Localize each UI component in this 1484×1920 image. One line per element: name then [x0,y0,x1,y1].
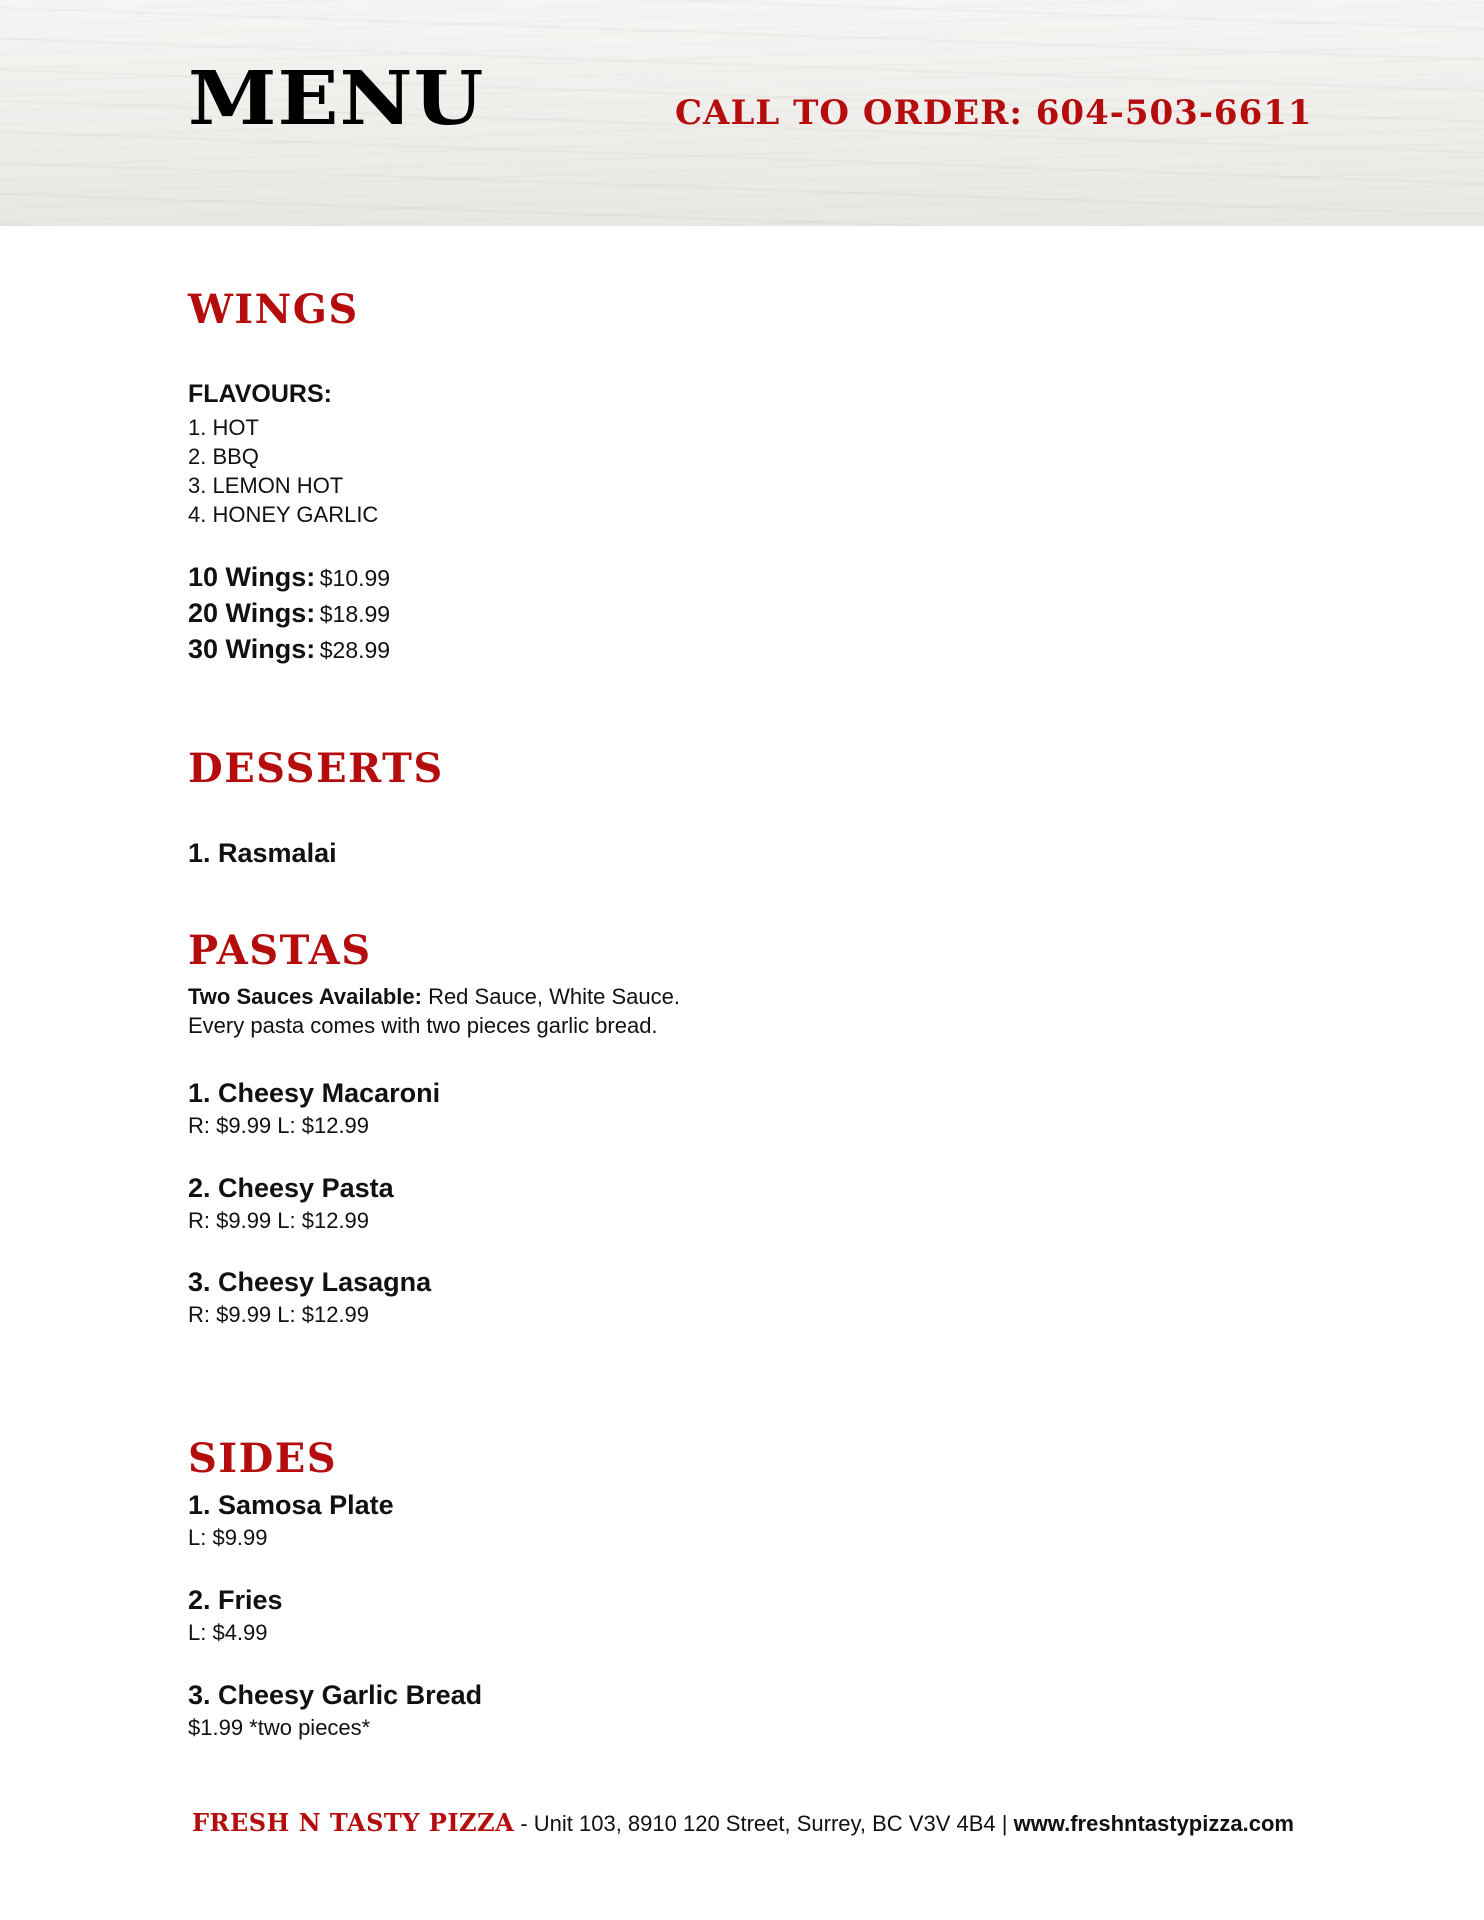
wings-price-row [188,598,390,629]
footer-brand: FRESH N TASTY PIZZA [192,1808,515,1837]
wings-price-label: 10 Wings: [188,562,316,592]
section-title-desserts: DESSERTS [188,745,444,792]
footer-website-link[interactable]: www.freshntastypizza.com [1013,1811,1294,1836]
sauces-line [188,982,680,1011]
page-title: MENU [188,56,485,142]
flavours-label: FLAVOURS: [188,380,332,408]
pasta-note: Every pasta comes with two pieces garlic bread. [188,1013,658,1038]
section-title-pastas: PASTAS [188,927,372,974]
wings-price-row [188,562,390,593]
list-item: 1. HOT [188,415,259,440]
wings-price-value: $18.99 [319,601,391,627]
list-item: 3. LEMON HOT [188,473,344,498]
section-title-sides: SIDES [188,1435,338,1482]
dessert-item: 1. Rasmalai [188,838,337,868]
pasta-item-name: 2. Cheesy Pasta [188,1173,394,1203]
footer-address: - Unit 103, 8910 120 Street, Surrey, BC V3V 4B4 | [514,1811,1014,1836]
call-to-order: CALL TO ORDER: 604-503-6611 [675,93,1313,133]
wings-price-value: $28.99 [319,637,391,663]
footer [192,1808,1294,1837]
wings-price-label: 20 Wings: [188,598,316,628]
wings-price-value: $10.99 [319,565,391,591]
side-item-price: L: $4.99 [188,1620,268,1645]
side-item-name: 3. Cheesy Garlic Bread [188,1680,483,1710]
pasta-item-price: R: $9.99 L: $12.99 [188,1113,370,1138]
header-banner [0,0,1484,226]
sauces-label: Two Sauces Available: [188,984,422,1009]
side-item-name: 1. Samosa Plate [188,1490,394,1520]
wings-price-label: 30 Wings: [188,634,316,664]
side-item-price: $1.99 *two pieces* [188,1715,371,1740]
side-item-name: 2. Fries [188,1585,283,1615]
section-title-wings: WINGS [188,286,359,333]
list-item: 4. HONEY GARLIC [188,502,379,527]
list-item: 2. BBQ [188,444,259,469]
pasta-item-name: 1. Cheesy Macaroni [188,1078,441,1108]
pasta-item-price: R: $9.99 L: $12.99 [188,1302,370,1327]
side-item-price: L: $9.99 [188,1525,268,1550]
flavours-list [188,413,378,529]
pasta-item-price: R: $9.99 L: $12.99 [188,1208,370,1233]
sauces-text: Red Sauce, White Sauce. [428,984,680,1009]
pasta-item-name: 3. Cheesy Lasagna [188,1267,432,1297]
wings-price-row [188,634,390,665]
